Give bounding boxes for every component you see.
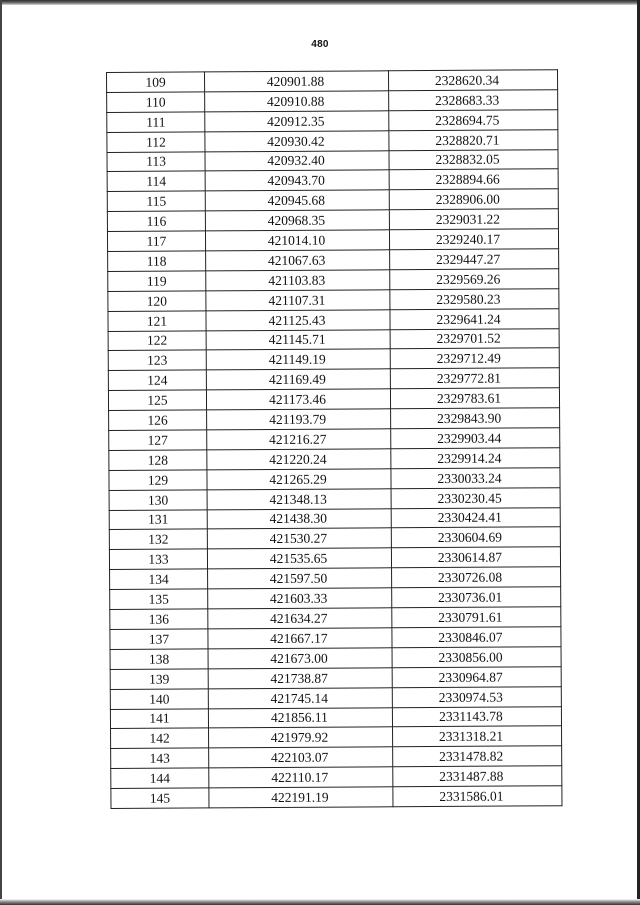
table-row <box>111 726 562 749</box>
table-row <box>109 547 560 570</box>
point-number-cell: 110 <box>107 92 205 112</box>
table-row <box>109 487 560 510</box>
point-number-cell: 137 <box>110 629 208 649</box>
point-number-cell: 141 <box>110 708 208 728</box>
table-row <box>110 587 561 610</box>
y-coordinate-cell: 2329240.17 <box>389 229 558 250</box>
point-number-cell: 109 <box>107 72 205 92</box>
table-row <box>108 289 559 312</box>
y-coordinate-cell: 2330614.87 <box>391 547 560 568</box>
table-row <box>110 666 561 689</box>
point-number-cell: 135 <box>110 589 208 609</box>
table-row <box>110 647 561 670</box>
table-row <box>109 428 560 451</box>
table-row <box>107 129 558 152</box>
point-number-cell: 114 <box>107 171 205 191</box>
x-coordinate-cell: 420943.70 <box>205 170 389 191</box>
point-number-cell: 128 <box>109 450 207 470</box>
y-coordinate-cell: 2328894.66 <box>389 169 558 190</box>
table-row <box>107 209 558 232</box>
y-coordinate-cell: 2331318.21 <box>393 726 562 747</box>
x-coordinate-cell: 422103.07 <box>209 747 393 768</box>
table-row <box>107 90 558 113</box>
table-row <box>108 388 559 411</box>
x-coordinate-cell: 421738.87 <box>208 667 392 688</box>
y-coordinate-cell: 2328620.34 <box>388 70 557 91</box>
point-number-cell: 120 <box>108 291 206 311</box>
coordinate-table-body <box>107 70 562 809</box>
table-row <box>108 308 559 331</box>
x-coordinate-cell: 421125.43 <box>206 309 390 330</box>
point-number-cell: 123 <box>108 350 206 370</box>
y-coordinate-cell: 2329447.27 <box>390 249 559 270</box>
point-number-cell: 136 <box>110 609 208 629</box>
y-coordinate-cell: 2330604.69 <box>391 527 560 548</box>
x-coordinate-cell: 421634.27 <box>208 608 392 629</box>
y-coordinate-cell: 2329580.23 <box>390 289 559 310</box>
y-coordinate-cell: 2328906.00 <box>389 189 558 210</box>
x-coordinate-cell: 420930.42 <box>205 130 389 151</box>
table-row <box>108 368 559 391</box>
point-number-cell: 126 <box>109 410 207 430</box>
table-row <box>111 746 562 769</box>
table-row <box>108 348 559 371</box>
point-number-cell: 118 <box>108 251 206 271</box>
coordinate-table <box>106 69 562 809</box>
x-coordinate-cell: 421667.17 <box>208 628 392 649</box>
table-row <box>109 408 560 431</box>
table-row <box>107 229 558 252</box>
y-coordinate-cell: 2328832.05 <box>389 149 558 170</box>
table-row <box>110 686 561 709</box>
x-coordinate-cell: 420968.35 <box>205 210 389 231</box>
scan-edge-bottom <box>0 899 640 905</box>
point-number-cell: 144 <box>111 768 209 788</box>
scan-edge-top <box>0 0 640 5</box>
point-number-cell: 138 <box>110 649 208 669</box>
x-coordinate-cell: 421067.63 <box>206 250 390 271</box>
x-coordinate-cell: 421265.29 <box>207 469 391 490</box>
y-coordinate-cell: 2331487.88 <box>393 766 562 787</box>
x-coordinate-cell: 420912.35 <box>205 111 389 132</box>
x-coordinate-cell: 421348.13 <box>207 488 391 509</box>
table-row <box>111 766 562 789</box>
x-coordinate-cell: 421216.27 <box>207 429 391 450</box>
y-coordinate-cell: 2330791.61 <box>392 607 561 628</box>
y-coordinate-cell: 2329843.90 <box>391 408 560 429</box>
x-coordinate-cell: 421535.65 <box>207 548 391 569</box>
point-number-cell: 119 <box>108 271 206 291</box>
point-number-cell: 133 <box>109 549 207 569</box>
x-coordinate-cell: 421169.49 <box>206 369 390 390</box>
x-coordinate-cell: 421856.11 <box>208 707 392 728</box>
point-number-cell: 129 <box>109 470 207 490</box>
y-coordinate-cell: 2330736.01 <box>392 587 561 608</box>
x-coordinate-cell: 421597.50 <box>208 568 392 589</box>
y-coordinate-cell: 2329641.24 <box>390 308 559 329</box>
y-coordinate-cell: 2330726.08 <box>392 567 561 588</box>
point-number-cell: 117 <box>107 231 205 251</box>
x-coordinate-cell: 421103.83 <box>206 270 390 291</box>
table-row <box>110 706 561 729</box>
point-number-cell: 140 <box>110 688 208 708</box>
table-row <box>109 468 560 491</box>
coordinate-table-container <box>106 69 562 809</box>
point-number-cell: 121 <box>108 311 206 331</box>
table-row <box>109 507 560 530</box>
y-coordinate-cell: 2330974.53 <box>392 686 561 707</box>
y-coordinate-cell: 2330424.41 <box>391 507 560 528</box>
x-coordinate-cell: 421145.71 <box>206 329 390 350</box>
x-coordinate-cell: 421173.46 <box>206 389 390 410</box>
point-number-cell: 124 <box>108 370 206 390</box>
x-coordinate-cell: 421014.10 <box>205 230 389 251</box>
x-coordinate-cell: 420910.88 <box>205 91 389 112</box>
x-coordinate-cell: 421220.24 <box>207 449 391 470</box>
point-number-cell: 115 <box>107 191 205 211</box>
x-coordinate-cell: 421979.92 <box>209 727 393 748</box>
y-coordinate-cell: 2330033.24 <box>391 468 560 489</box>
point-number-cell: 130 <box>109 490 207 510</box>
x-coordinate-cell: 421107.31 <box>206 290 390 311</box>
point-number-cell: 112 <box>107 132 205 152</box>
x-coordinate-cell: 421193.79 <box>207 409 391 430</box>
y-coordinate-cell: 2330230.45 <box>391 487 560 508</box>
table-row <box>109 448 560 471</box>
y-coordinate-cell: 2329569.26 <box>390 269 559 290</box>
x-coordinate-cell: 420932.40 <box>205 150 389 171</box>
y-coordinate-cell: 2329031.22 <box>389 209 558 230</box>
table-row <box>108 328 559 351</box>
point-number-cell: 113 <box>107 151 205 171</box>
table-row <box>110 567 561 590</box>
x-coordinate-cell: 420901.88 <box>205 71 389 92</box>
point-number-cell: 127 <box>109 430 207 450</box>
point-number-cell: 134 <box>110 569 208 589</box>
y-coordinate-cell: 2329712.49 <box>390 348 559 369</box>
point-number-cell: 142 <box>111 728 209 748</box>
x-coordinate-cell: 420945.68 <box>205 190 389 211</box>
table-row <box>107 149 558 172</box>
table-row <box>107 189 558 212</box>
x-coordinate-cell: 421673.00 <box>208 648 392 669</box>
point-number-cell: 131 <box>109 509 207 529</box>
table-row <box>107 110 558 133</box>
y-coordinate-cell: 2330846.07 <box>392 627 561 648</box>
table-row <box>107 169 558 192</box>
point-number-cell: 132 <box>109 529 207 549</box>
page-number: 480 <box>311 39 329 50</box>
x-coordinate-cell: 421745.14 <box>208 687 392 708</box>
y-coordinate-cell: 2331143.78 <box>392 706 561 727</box>
x-coordinate-cell: 421438.30 <box>207 508 391 529</box>
y-coordinate-cell: 2329903.44 <box>391 428 560 449</box>
point-number-cell: 145 <box>111 788 209 808</box>
x-coordinate-cell: 421149.19 <box>206 349 390 370</box>
y-coordinate-cell: 2330856.00 <box>392 647 561 668</box>
point-number-cell: 139 <box>110 669 208 689</box>
y-coordinate-cell: 2328820.71 <box>389 129 558 150</box>
y-coordinate-cell: 2330964.87 <box>392 666 561 687</box>
y-coordinate-cell: 2329783.61 <box>390 388 559 409</box>
y-coordinate-cell: 2331586.01 <box>393 786 562 807</box>
y-coordinate-cell: 2329914.24 <box>391 448 560 469</box>
y-coordinate-cell: 2329701.52 <box>390 328 559 349</box>
point-number-cell: 122 <box>108 330 206 350</box>
y-coordinate-cell: 2328694.75 <box>389 110 558 131</box>
table-row <box>107 70 558 93</box>
table-row <box>111 786 562 809</box>
x-coordinate-cell: 421530.27 <box>207 528 391 549</box>
x-coordinate-cell: 422191.19 <box>209 787 393 808</box>
y-coordinate-cell: 2331478.82 <box>393 746 562 767</box>
point-number-cell: 116 <box>107 211 205 231</box>
table-row <box>110 627 561 650</box>
y-coordinate-cell: 2328683.33 <box>389 90 558 111</box>
table-row <box>108 249 559 272</box>
x-coordinate-cell: 421603.33 <box>208 588 392 609</box>
point-number-cell: 125 <box>108 390 206 410</box>
table-row <box>109 527 560 550</box>
scan-edge-left <box>0 0 2 905</box>
point-number-cell: 111 <box>107 112 205 132</box>
x-coordinate-cell: 422110.17 <box>209 767 393 788</box>
table-row <box>108 269 559 292</box>
table-row <box>110 607 561 630</box>
point-number-cell: 143 <box>111 748 209 768</box>
y-coordinate-cell: 2329772.81 <box>390 368 559 389</box>
